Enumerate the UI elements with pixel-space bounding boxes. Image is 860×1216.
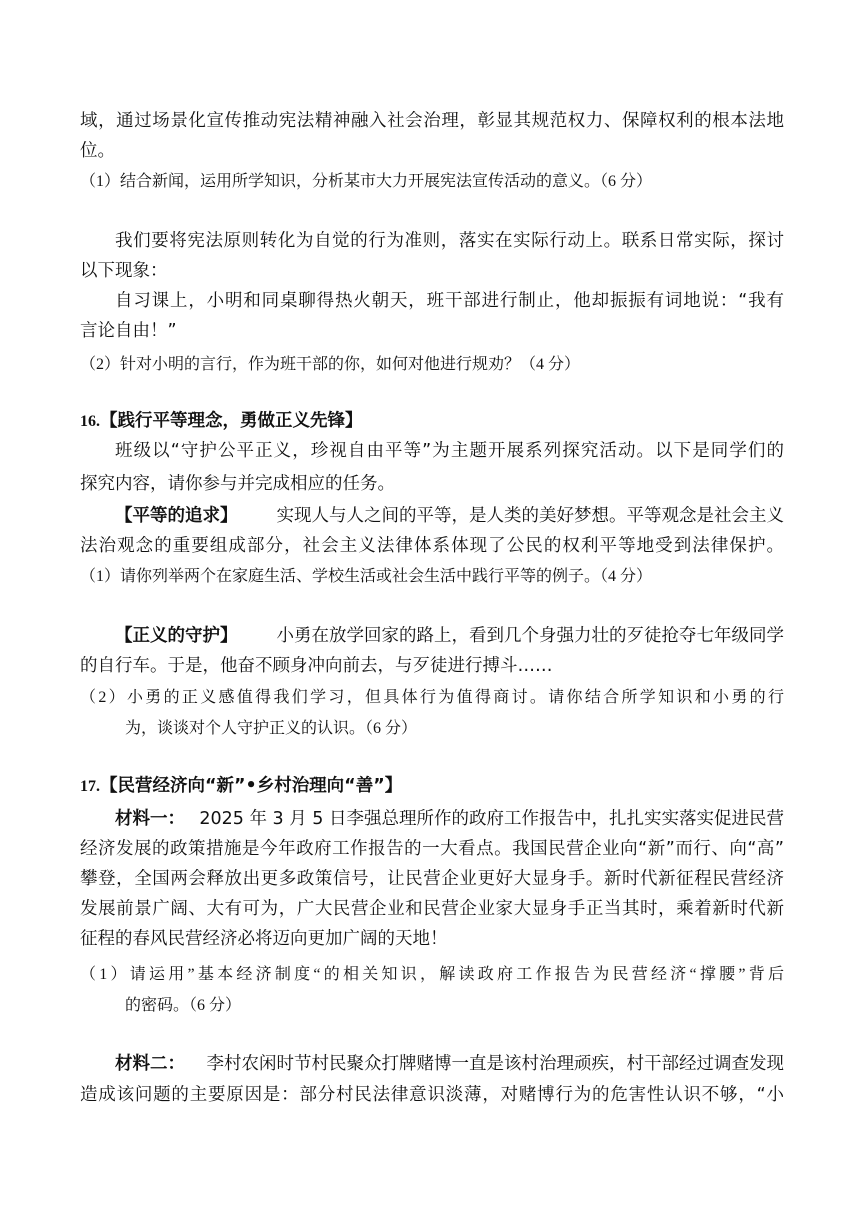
paragraph-line: 位。 [80, 141, 115, 161]
question-15-2: （2）针对小明的言行，作为班干部的你，如何对他进行规劝？（4 分） [80, 356, 581, 373]
paragraph-line: 的自行车。于是，他奋不顾身冲向前去，与歹徒进行搏斗…… [80, 656, 553, 676]
question-15-1: （1）结合新闻，运用所学知识，分析某市大力开展宪法宣传活动的意义。（6 分） [80, 173, 653, 190]
paragraph-line: 造成该问题的主要原因是：部分村民法律意识淡薄，对赌博行为的危害性认识不够，“小 [80, 1085, 784, 1105]
question-16-2-cont: 为，谈谈对个人守护正义的认识。（6 分） [125, 720, 418, 737]
paragraph-line: 发展前景广阔、大有可为，广大民营企业和民营企业家大显身手正当其时，乘着新时代新 [80, 899, 784, 919]
paragraph-text: 2025 年 3 月 5 日李强总理所作的政府工作报告中，扎扎实实落实促进民营 [199, 809, 784, 829]
paragraph-text: 李村农闲时节村民聚众打牌赌博一直是该村治理顽疾，村干部经过调查发现 [206, 1054, 784, 1074]
paragraph-line: 征程的春风民营经济必将迈向更加广阔的天地！ [80, 929, 448, 949]
question-16-2: （2）小勇的正义感值得我们学习，但具体行为值得商讨。请你结合所学知识和小勇的行 [80, 689, 784, 706]
paragraph-line: 自习课上，小明和同桌聊得热火朝天，班干部进行制止，他却振振有词地说：“我有 [115, 291, 784, 311]
section-label-equality: 【平等的追求】 [115, 506, 238, 526]
material-2-line [115, 1056, 784, 1074]
section-label-justice: 【正义的守护】 [115, 626, 238, 646]
paragraph-line: 经济发展的政策措施是今年政府工作报告的一大看点。我国民营企业向“新”而行、向“高” [80, 839, 784, 859]
question-title: 【践行平等理念，勇做正义先锋】 [100, 411, 363, 431]
paragraph-line: 言论自由！” [80, 321, 177, 341]
question-number: 16. [80, 413, 100, 430]
paragraph-line: 探究内容，请你参与并完成相应的任务。 [80, 474, 395, 494]
question-16-1: （1）请你列举两个在家庭生活、学校生活或社会生活中践行平等的例子。（4 分） [80, 568, 653, 585]
question-title: 【民营经济向“新”•乡村治理向“善”】 [100, 776, 403, 796]
question-17-1: （1）请运用”基本经济制度“的相关知识，解读政府工作报告为民营经济“撑腰”背后 [80, 966, 784, 983]
paragraph-line: 班级以“守护公平正义，珍视自由平等”为主题开展系列探究活动。以下是同学们的 [115, 441, 784, 461]
material-1-line [115, 811, 784, 829]
question-17-heading [80, 778, 402, 796]
question-16-heading [80, 413, 363, 431]
paragraph-text: 小勇在放学回家的路上，看到几个身强力壮的歹徒抢夺七年级同学 [276, 626, 784, 646]
justice-paragraph-line [115, 628, 784, 646]
material-1-label: 材料一： [115, 809, 185, 829]
paragraph-line: 攀登，全国两会释放出更多政策信号，让民营企业更好大显身手。新时代新征程民营经济 [80, 869, 784, 889]
question-number: 17. [80, 778, 100, 795]
paragraph-line: 法治观念的重要组成部分，社会主义法律体系体现了公民的权利平等地受到法律保护。 [80, 536, 784, 556]
material-2-label: 材料二： [115, 1054, 185, 1074]
paragraph-text: 实现人与人之间的平等，是人类的美好梦想。平等观念是社会主义 [276, 506, 784, 526]
paragraph-line: 以下现象： [80, 261, 168, 281]
question-17-1-cont: 的密码。（6 分） [125, 997, 242, 1014]
equality-paragraph-line [115, 508, 784, 526]
paragraph-line: 域，通过场景化宣传推动宪法精神融入社会治理，彰显其规范权力、保障权利的根本法地 [80, 111, 784, 131]
paragraph-line: 我们要将宪法原则转化为自觉的行为准则，落实在实际行动上。联系日常实际，探讨 [115, 231, 784, 251]
